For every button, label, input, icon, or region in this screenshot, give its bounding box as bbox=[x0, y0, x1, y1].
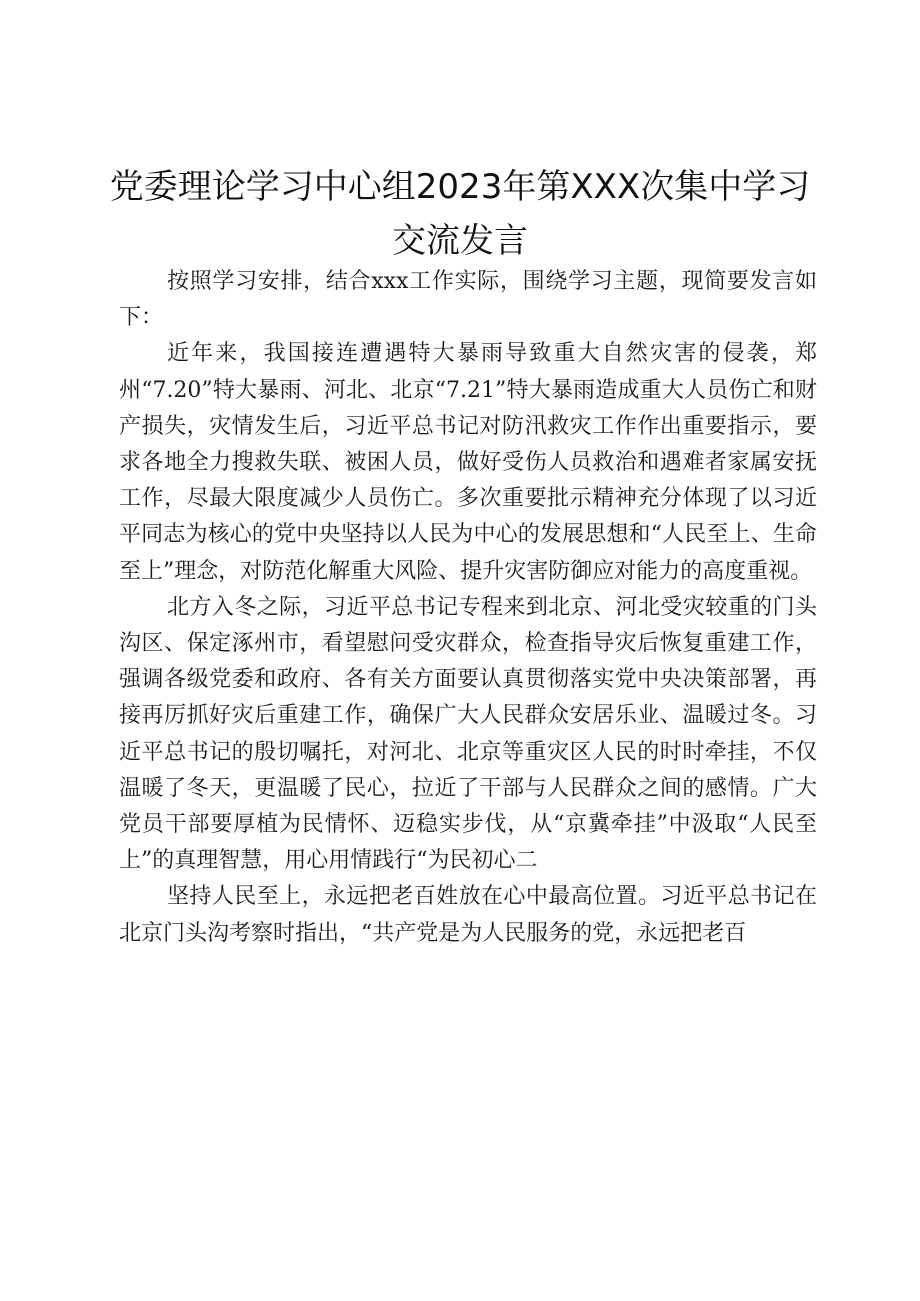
paragraph-winter-visit: 北方入冬之际，习近平总书记专程来到北京、河北受灾较重的门头沟区、保定涿州市，看望慰问受灾群众，检查指导灾后恢复重建工作，强调各级党委和政府、各有关方面要认真贯彻落实党中央决策部署，再接再厉抓好灾后重建工作，确保广大人民群众安居乐业、温暖过冬。习近平总书记的殷切嘱托，对河北、北京等重灾区人民的时时牵挂，不仅温暖了冬天，更温暖了民心，拉近了干部与人民群众之间的感情。广大党员干部要厚植为民情怀、迈稳实步伐，从“京冀牵挂”中汲取“人民至上”的真理智慧，用心用情践行“为民初心二 bbox=[119, 594, 817, 874]
document-title: 党委理论学习中心组2023年第XXX次集中学习交流发言 bbox=[109, 167, 811, 261]
paragraph-people-first: 坚持人民至上，永远把老百姓放在心中最高位置。习近平总书记在北京门头沟考察时指出，“共产党是为人民服务的党，永远把老百 bbox=[119, 884, 817, 946]
paragraph-disasters: 近年来，我国接连遭遇特大暴雨导致重大自然灾害的侵袭，郑州“7.20”特大暴雨、河北、北京“7.21”特大暴雨造成重大人员伤亡和财产损失，灾情发生后，习近平总书记对防汛救灾工作作出重要指示，要求各地全力搜救失联、被困人员，做好受伤人员救治和遇难者家属安抚工作，尽最大限度减少人员伤亡。多次重要批示精神充分体现了以习近平同志为核心的党中央坚持以人民为中心的发展思想和“人民至上、生命至上”理念，对防范化解重大风险、提升灾害防御应对能力的高度重视。 bbox=[119, 341, 817, 584]
paragraph-intro: 按照学习安排，结合xxx工作实际，围绕学习主题，现简要发言如下： bbox=[119, 269, 817, 331]
document-body bbox=[119, 264, 817, 952]
